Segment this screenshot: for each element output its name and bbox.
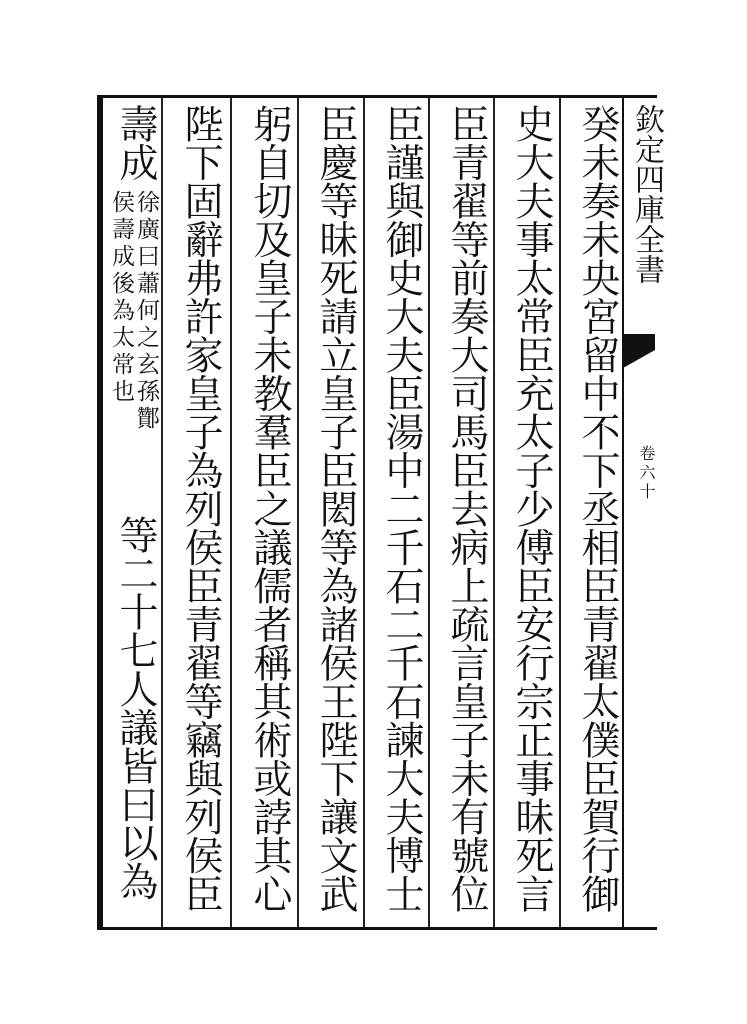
fish-tail-mark-icon [623,334,655,368]
text-column-7: 陛下固辭弗許家皇子為列侯臣青翟等竊與列侯臣 [178,104,223,913]
text-column-4: 臣謹與御史大夫臣湯中二千石二千石諫大夫博士 [379,104,424,913]
text-column-3: 臣青翟等前奏大司馬臣去病上疏言皇子未有號位 [444,104,489,913]
book-title: 欽定四庫全書 [629,104,664,284]
last-column-tail: 等二十七人議皆曰以為 [113,515,158,900]
volume-label: 卷六十 [637,445,656,502]
text-column-6: 躬自切及皇子未教羣臣之議儒者稱其術或誖其心 [247,104,292,913]
text-column-5: 臣慶等昧死請立皇子臣閎等為諸侯王陛下讓文武 [313,104,358,913]
column-rule [230,98,232,927]
commentary-left: 侯壽成後為太常也 [108,190,134,406]
commentary-right: 徐廣曰蕭何之玄孫酇 [133,190,159,433]
last-column-head: 壽成 [113,104,158,181]
text-column-2: 史大夫事太常臣充太子少傅臣安行宗正事昧死言 [509,104,554,913]
text-column-1: 癸未奏未央宮留中不下丞相臣青翟太僕臣賀行御 [575,104,620,913]
